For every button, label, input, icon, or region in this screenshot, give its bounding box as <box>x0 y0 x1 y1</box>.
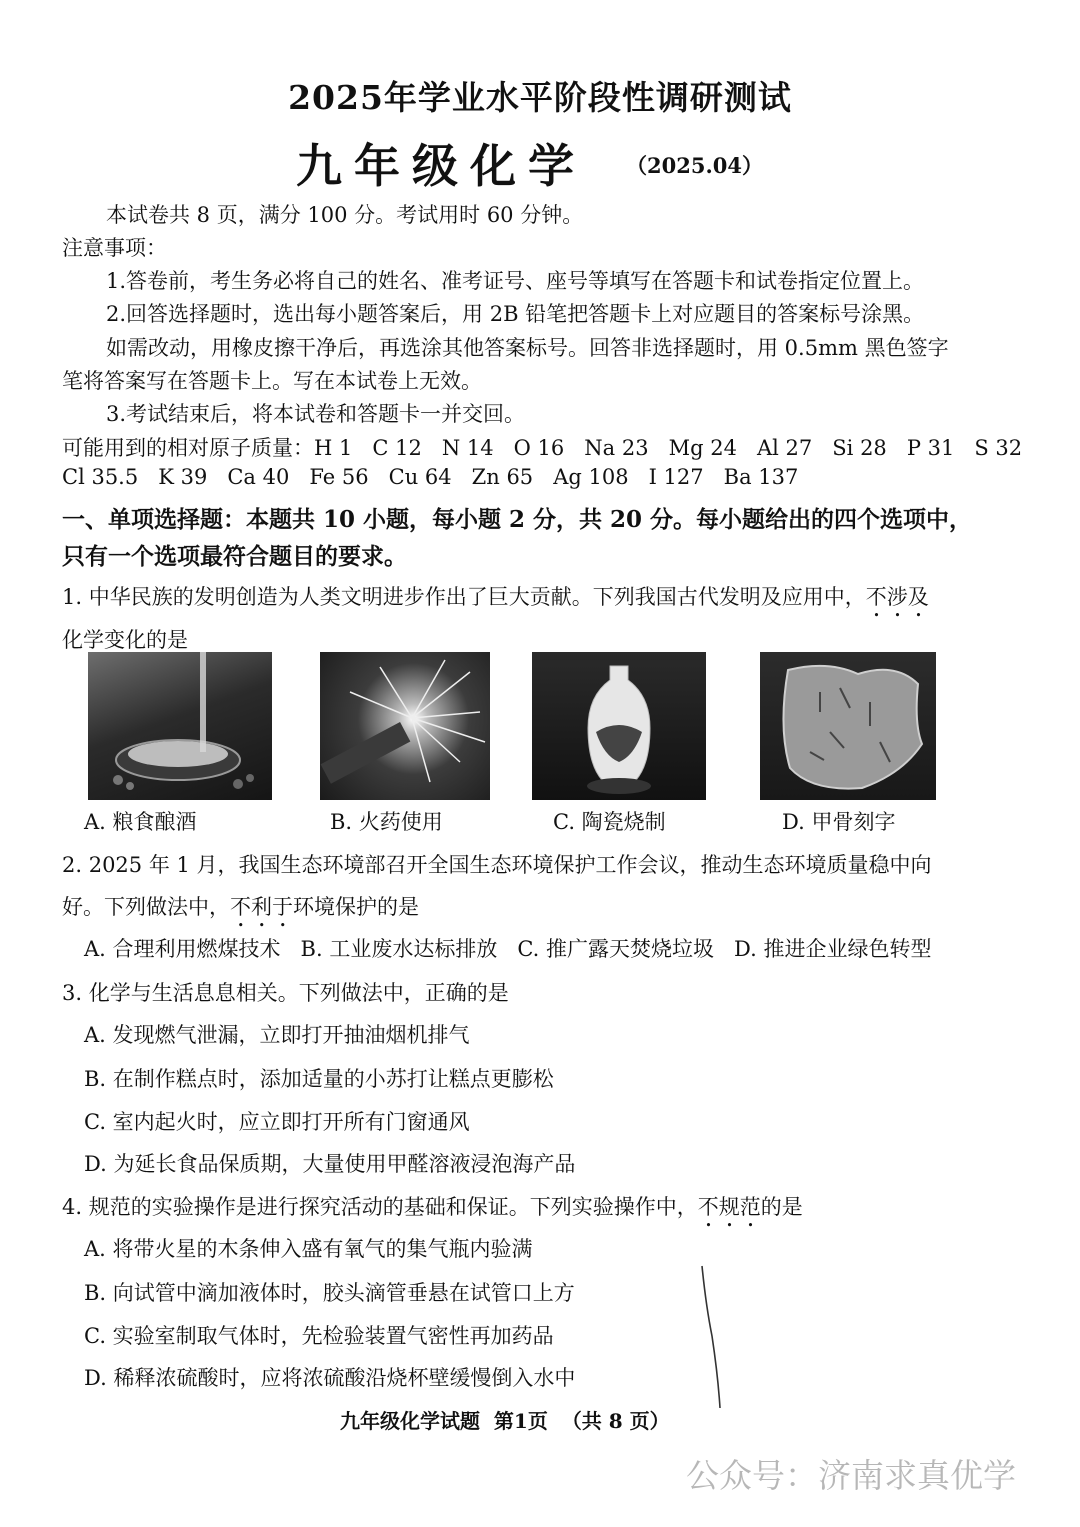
q4-option-d: D. 稀释浓硫酸时，应将浓硫酸沿烧杯壁缓慢倒入水中 <box>84 1366 576 1390</box>
note-2b: 如需改动，用橡皮擦干净后，再选涂其他答案标号。回答非选择题时，用 0.5mm 黑色签字 <box>106 336 949 360</box>
exam-title: 2025年学业水平阶段性调研测试 <box>288 78 792 117</box>
q1-option-c: C. 陶瓷烧制 <box>553 810 666 834</box>
q3-option-a: A. 发现燃气泄漏，立即打开抽油烟机排气 <box>84 1023 470 1047</box>
q2-options: A. 合理利用燃煤技术 B. 工业废水达标排放 C. 推广露天焚烧垃圾 D. 推进企业绿色转型 <box>84 937 932 961</box>
q3-stem: 3. 化学与生活息息相关。下列做法中，正确的是 <box>62 981 509 1005</box>
gunpowder-illustration <box>320 652 490 800</box>
q1-option-a: A. 粮食酿酒 <box>84 810 197 834</box>
q1-option-d: D. 甲骨刻字 <box>782 810 896 834</box>
image-oracle-bone <box>760 652 936 800</box>
q2-stem-text-b: 环境保护的是 <box>293 895 419 919</box>
q4-stem <box>62 1191 803 1232</box>
account-watermark: 公众号：济南求真优学 <box>686 1456 1016 1495</box>
q1-stem-line2: 化学变化的是 <box>62 628 188 652</box>
notes-heading: 注意事项： <box>62 236 167 260</box>
q3-option-b: B. 在制作糕点时，添加适量的小苏打让糕点更膨松 <box>84 1067 554 1091</box>
note-2a: 2.回答选择题时，选出每小题答案后，用 2B 铅笔把答题卡上对应题目的答案标号涂黑。 <box>106 302 925 326</box>
page-footer: 九年级化学试题 第1页 （共 8 页） <box>340 1409 670 1433</box>
q3-option-d: D. 为延长食品保质期，大量使用甲醛溶液浸泡海产品 <box>84 1152 576 1176</box>
q4-option-a: A. 将带火星的木条伸入盛有氧气的集气瓶内验满 <box>84 1237 533 1261</box>
image-gunpowder <box>320 652 490 800</box>
q2-stem-line1: 2. 2025 年 1 月，我国生态环境部召开全国生态环境保护工作会议，推动生态环境质量稳中向 <box>62 853 932 877</box>
q2-emphasis: 不利于 <box>230 895 293 919</box>
q1-stem-line1 <box>62 581 929 622</box>
q4-option-b: B. 向试管中滴加液体时，胶头滴管垂悬在试管口上方 <box>84 1281 575 1305</box>
q2-stem-text-a: 好。下列做法中， <box>62 895 230 919</box>
q4-emphasis: 不规范 <box>697 1195 761 1219</box>
note-2c: 笔将答案写在答题卡上。写在本试卷上无效。 <box>62 369 482 393</box>
note-3: 3.考试结束后，将本试卷和答题卡一并交回。 <box>106 402 526 426</box>
note-1: 1.答卷前，考生务必将自己的姓名、准考证号、座号等填写在答题卡和试卷指定位置上。 <box>106 269 925 293</box>
q4-stem-text-b: 的是 <box>760 1195 803 1219</box>
image-grain-wine <box>88 652 272 800</box>
image-porcelain <box>532 652 706 800</box>
q1-option-b: B. 火药使用 <box>330 810 443 834</box>
grain-wine-illustration <box>88 652 272 800</box>
q4-option-c: C. 实验室制取气体时，先检验装置气密性再加药品 <box>84 1324 554 1348</box>
porcelain-vase-illustration <box>532 652 706 800</box>
atomic-masses-line1: 可能用到的相对原子质量：H 1 C 12 N 14 O 16 Na 23 Mg 24 Al 27 Si 28 P 31 S 32 <box>62 436 1023 460</box>
q1-stem-text: 1. 中华民族的发明创造为人类文明进步作出了巨大贡献。下列我国古代发明及应用中， <box>62 585 866 609</box>
exam-intro: 本试卷共 8 页，满分 100 分。考试用时 60 分钟。 <box>106 203 584 227</box>
oracle-bone-illustration <box>760 652 936 800</box>
pencil-scratch-mark <box>690 1262 730 1412</box>
subject-title: 九年级化学 <box>296 139 586 193</box>
q3-option-c: C. 室内起火时，应立即打开所有门窗通风 <box>84 1110 470 1134</box>
q2-stem-line2 <box>62 891 419 932</box>
section-heading-line1: 一、单项选择题：本题共 10 小题，每小题 2 分，共 20 分。每小题给出的四个选项中， <box>62 506 973 533</box>
q4-stem-text-a: 4. 规范的实验操作是进行探究活动的基础和保证。下列实验操作中， <box>62 1195 698 1219</box>
q1-emphasis: 不涉及 <box>865 585 929 609</box>
atomic-masses-line2: Cl 35.5 K 39 Ca 40 Fe 56 Cu 64 Zn 65 Ag 108 I 127 Ba 137 <box>62 465 799 489</box>
exam-date: （2025.04） <box>626 153 763 178</box>
section-heading-line2: 只有一个选项最符合题目的要求。 <box>62 543 407 570</box>
